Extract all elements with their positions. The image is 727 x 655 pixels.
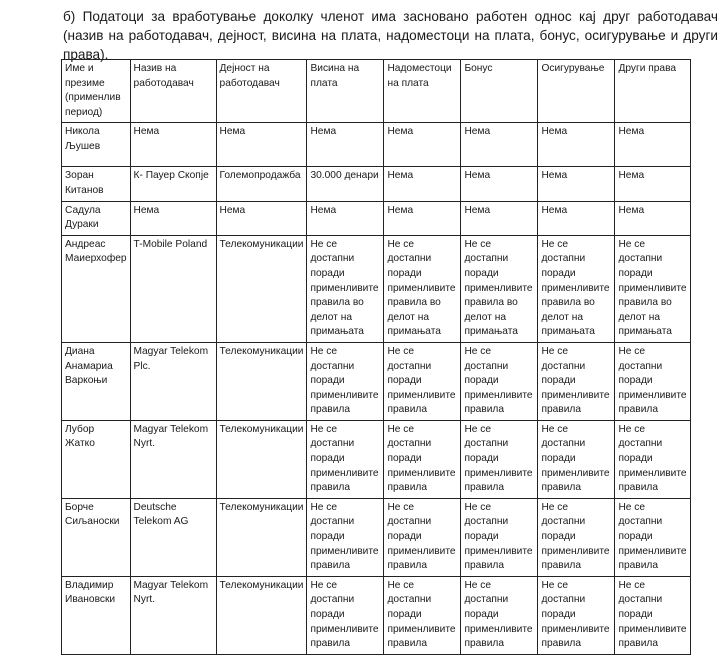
cell-insurance: Нема	[538, 123, 615, 167]
cell-employer: Нема	[130, 201, 216, 235]
cell-insurance: Нема	[538, 201, 615, 235]
cell-name: Андреас Маиерхофер	[62, 235, 131, 342]
cell-insurance: Не се достапни поради применливите правила	[538, 498, 615, 576]
table-row	[62, 498, 691, 576]
cell-bonus: Не се достапни поради применливите правила	[461, 498, 538, 576]
cell-salary: Не се достапни поради применливите правила	[307, 420, 384, 498]
header-activity: Дејност на работодавач	[216, 60, 307, 123]
cell-salary: Нема	[307, 201, 384, 235]
cell-employer: Deutsche Telekom AG	[130, 498, 216, 576]
header-salary: Висина на плата	[307, 60, 384, 123]
cell-activity: Телекомуникации	[216, 498, 307, 576]
cell-bonus: Не се достапни поради применливите правила	[461, 576, 538, 654]
intro-paragraph: б) Податоци за вработување доколку членот има засновано работен однос кај друг работодавач (назив на работодавач, дејност, висина на плата, надоместоци на плата, бонус, осигурување и други права).	[63, 9, 718, 62]
cell-compensation: Не се достапни поради применливите правила	[384, 342, 461, 420]
cell-other-rights: Не се достапни поради применливите правила во делот на примањата	[615, 235, 690, 342]
cell-name: Владимир Ивановски	[62, 576, 131, 654]
header-other-rights: Други права	[615, 60, 690, 123]
header-bonus: Бонус	[461, 60, 538, 123]
cell-compensation: Нема	[384, 167, 461, 201]
cell-other-rights: Нема	[615, 123, 690, 167]
header-name: Име и презиме (применлив период)	[62, 60, 131, 123]
employment-table	[61, 59, 691, 655]
cell-name: Зоран Китанов	[62, 167, 131, 201]
cell-insurance: Нема	[538, 167, 615, 201]
cell-activity: Нема	[216, 123, 307, 167]
cell-other-rights: Не се достапни поради применливите правила	[615, 420, 690, 498]
cell-employer: Нема	[130, 123, 216, 167]
cell-salary: Не се достапни поради применливите правила во делот на примањата	[307, 235, 384, 342]
cell-activity: Големопродажба	[216, 167, 307, 201]
cell-compensation: Нема	[384, 123, 461, 167]
cell-compensation: Не се достапни поради применливите правила	[384, 498, 461, 576]
cell-bonus: Нема	[461, 167, 538, 201]
cell-activity: Телекомуникации	[216, 420, 307, 498]
cell-salary: Нема	[307, 123, 384, 167]
cell-insurance: Не се достапни поради применливите правила	[538, 576, 615, 654]
cell-name: Борче Сиљаноски	[62, 498, 131, 576]
cell-activity: Телекомуникации	[216, 235, 307, 342]
cell-other-rights: Не се достапни поради применливите правила	[615, 342, 690, 420]
cell-salary: Не се достапни поради применливите правила	[307, 342, 384, 420]
table-row	[62, 167, 691, 201]
header-row	[62, 60, 691, 123]
cell-name: Садула Дураки	[62, 201, 131, 235]
cell-bonus: Нема	[461, 123, 538, 167]
cell-compensation: Не се достапни поради применливите правила во делот на примањата	[384, 235, 461, 342]
cell-salary: 30.000 денари	[307, 167, 384, 201]
cell-compensation: Не се достапни поради применливите правила	[384, 420, 461, 498]
cell-salary: Не се достапни поради применливите правила	[307, 498, 384, 576]
cell-activity: Телекомуникации	[216, 342, 307, 420]
table-row	[62, 420, 691, 498]
header-employer: Назив на работодавач	[130, 60, 216, 123]
cell-salary: Не се достапни поради применливите правила	[307, 576, 384, 654]
cell-bonus: Не се достапни поради применливите правила	[461, 420, 538, 498]
cell-insurance: Не се достапни поради применливите правила во делот на примањата	[538, 235, 615, 342]
cell-compensation: Нема	[384, 201, 461, 235]
cell-insurance: Не се достапни поради применливите правила	[538, 420, 615, 498]
cell-name: Диана Анамариа Варкоњи	[62, 342, 131, 420]
header-compensation: Надоместоци на плата	[384, 60, 461, 123]
cell-employer: Magyar Telekom Plc.	[130, 342, 216, 420]
cell-employer: Magyar Telekom Nyrt.	[130, 420, 216, 498]
cell-name: Никола Љушев	[62, 123, 131, 167]
table-row	[62, 201, 691, 235]
table-row	[62, 576, 691, 654]
cell-activity: Телекомуникации	[216, 576, 307, 654]
cell-other-rights: Не се достапни поради применливите правила	[615, 498, 690, 576]
cell-bonus: Не се достапни поради применливите правила	[461, 342, 538, 420]
cell-employer: T-Mobile Poland	[130, 235, 216, 342]
cell-other-rights: Нема	[615, 201, 690, 235]
cell-employer: Magyar Telekom Nyrt.	[130, 576, 216, 654]
cell-other-rights: Не се достапни поради применливите правила	[615, 576, 690, 654]
cell-other-rights: Нема	[615, 167, 690, 201]
table-row	[62, 342, 691, 420]
cell-employer: К- Пауер Скопје	[130, 167, 216, 201]
cell-bonus: Не се достапни поради применливите правила во делот на примањата	[461, 235, 538, 342]
cell-bonus: Нема	[461, 201, 538, 235]
cell-name: Лубор Жатко	[62, 420, 131, 498]
cell-activity: Нема	[216, 201, 307, 235]
header-insurance: Осигурување	[538, 60, 615, 123]
cell-compensation: Не се достапни поради применливите правила	[384, 576, 461, 654]
table-row	[62, 123, 691, 167]
table-row	[62, 235, 691, 342]
cell-insurance: Не се достапни поради применливите правила	[538, 342, 615, 420]
